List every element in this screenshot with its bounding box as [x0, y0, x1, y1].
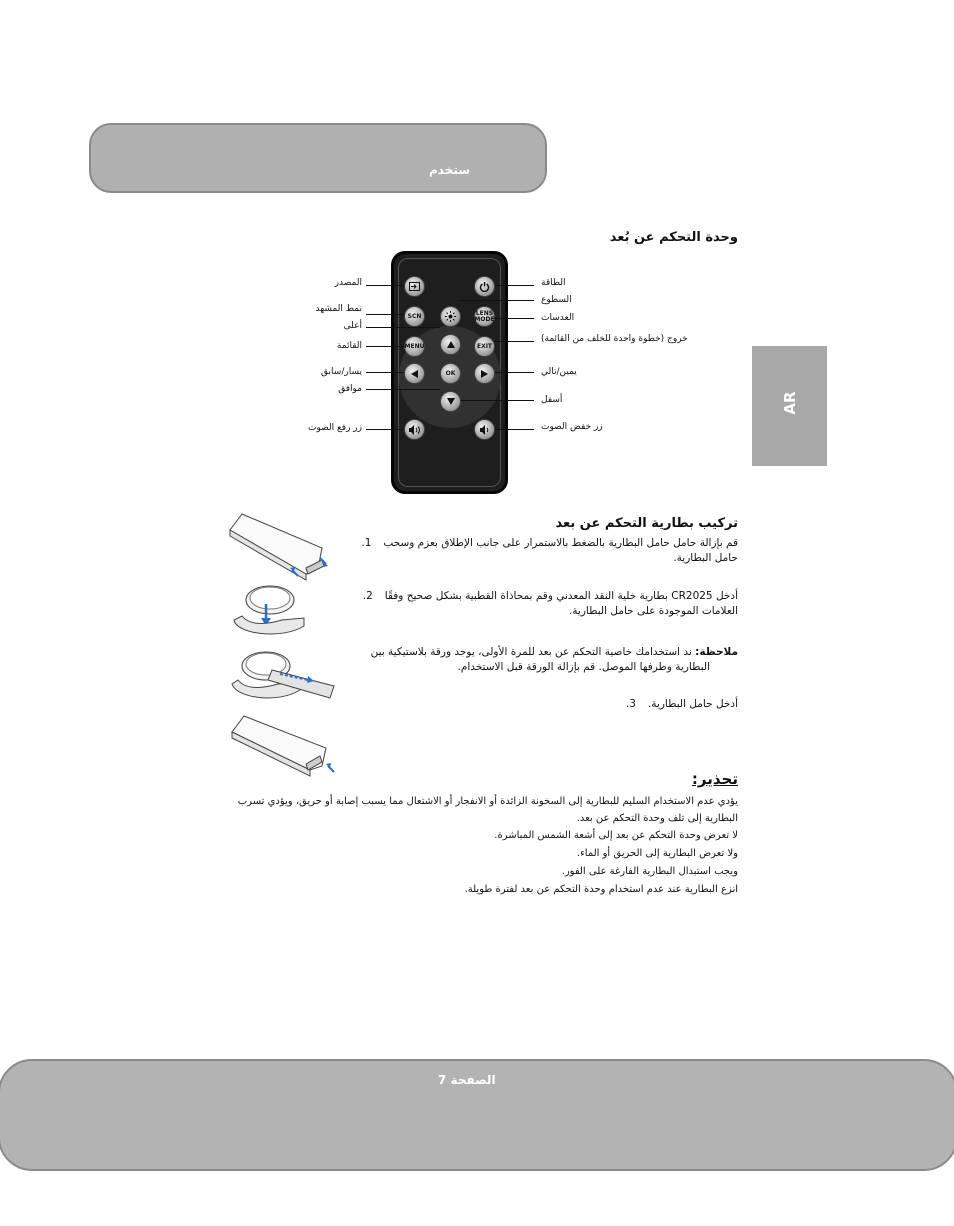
lens-mode-button: LENS MODE — [474, 306, 495, 327]
leader-line — [366, 389, 440, 390]
arrow-down-icon — [447, 398, 455, 405]
source-button — [404, 276, 425, 297]
volume-up-button — [404, 419, 425, 440]
right-button — [474, 363, 495, 384]
language-tab — [752, 346, 827, 466]
leader-line — [366, 372, 406, 373]
warning-line: يؤدي عدم الاستخدام السليم للبطارية إلى السخونة الزائدة أو الانفجار أو الاشتعال مما يسبب إصابة أو حريق، ويؤدي تسرب — [237, 796, 738, 807]
battery-install-illustrations — [222, 508, 342, 778]
power-icon — [479, 281, 490, 292]
leader-line — [494, 341, 534, 342]
power-button — [474, 276, 495, 297]
label-volume-down: زر خفض الصوت — [541, 422, 603, 432]
leader-line — [366, 429, 406, 430]
battery-section-title: تركيب بطارية التحكم عن بعد — [555, 516, 738, 531]
label-right-next: يمين/تالي — [541, 367, 577, 377]
label-exit: خروج (خطوة واحدة للخلف من القائمة) — [541, 334, 688, 344]
warning-line: البطارية إلى تلف وحدة التحكم عن بعد. — [576, 813, 738, 824]
label-source: المصدر — [334, 278, 362, 288]
label-lens: العدسات — [541, 313, 575, 323]
leader-line — [494, 372, 534, 373]
brightness-icon — [445, 311, 456, 322]
remote-tray-pull-illustration — [230, 514, 328, 580]
up-button — [440, 334, 461, 355]
battery-note: ملاحظة: ند استخدامك خاصية التحكم عن بعد للمرة الأولى، يوجد ورقة بلاستيكية بين البطارية وطرفها الموصل. قم بإزالة الورقة قبل الاستخدام. — [370, 646, 738, 673]
brightness-button — [440, 306, 461, 327]
warning-line: ولا تعرض البطارية إلى الحريق أو الماء. — [576, 848, 738, 859]
remote-tray-insert-illustration — [232, 716, 334, 776]
leader-line — [494, 318, 534, 319]
leader-line — [494, 429, 534, 430]
page-number-label: الصفحة 7 — [438, 1073, 496, 1087]
language-tab-label: AR — [781, 391, 799, 415]
label-ok: موافق — [338, 384, 362, 394]
arrow-left-icon — [411, 370, 418, 378]
scene-mode-button: SCN — [404, 306, 425, 327]
warning-line: ويجب استبدال البطارية الفارغة على الفور. — [561, 866, 738, 877]
volume-up-icon — [409, 425, 421, 435]
down-button — [440, 391, 461, 412]
warning-line: انزع البطارية عند عدم استخدام وحدة التحكم عن بعد لفترة طويلة. — [464, 884, 738, 895]
leader-line — [366, 327, 440, 328]
label-left-prev: يسار/سابق — [321, 367, 362, 377]
label-down: أسفل — [541, 395, 563, 405]
label-power: الطاقة — [541, 278, 566, 288]
battery-step-2: أدخل CR2025 بطارية خلية النقد المعدني وقم بمحاذاة القطبية بشكل صحيح وفقًا2. العلامات الموجودة على حامل البطارية. — [362, 590, 738, 617]
volume-down-button — [474, 419, 495, 440]
remote-section-title: وحدة التحكم عن بُعد — [609, 230, 738, 245]
left-button — [404, 363, 425, 384]
label-volume-up: زر رفع الصوت — [307, 423, 362, 433]
label-up: أعلى — [343, 321, 362, 331]
source-icon — [409, 282, 420, 291]
header-banner — [89, 123, 547, 193]
warning-title: تحذير: — [691, 770, 738, 788]
leader-line — [460, 400, 534, 401]
volume-down-icon — [480, 425, 490, 435]
coin-cell-insert-illustration — [234, 586, 304, 634]
header-label: ستخدم — [429, 163, 471, 177]
battery-step-3: أدخل حامل البطارية.3. — [625, 698, 738, 710]
leader-line — [366, 314, 406, 315]
exit-button: EXIT — [474, 336, 495, 357]
leader-line — [366, 285, 406, 286]
label-menu: القائمة — [336, 341, 362, 351]
leader-line — [460, 300, 534, 301]
ok-button: OK — [440, 363, 461, 384]
remove-insulating-sheet-illustration — [232, 652, 334, 698]
label-scene-mode: نمط المشهد — [315, 304, 362, 314]
menu-button: MENU — [404, 336, 425, 357]
warning-line: لا تعرض وحدة التحكم عن بعد إلى أشعة الشمس المباشرة. — [494, 830, 738, 841]
leader-line — [366, 346, 406, 347]
leader-line — [494, 285, 534, 286]
label-brightness: السطوع — [541, 295, 572, 305]
footer-banner — [0, 1059, 954, 1171]
arrow-up-icon — [447, 341, 455, 348]
page-number: 7 — [438, 1073, 447, 1087]
battery-step-1: قم بإزالة حامل حامل البطارية بالضغط بالاستمرار على جانب الإطلاق بعزم وسحب1. حامل البطارية. — [361, 537, 738, 564]
arrow-right-icon — [481, 370, 488, 378]
